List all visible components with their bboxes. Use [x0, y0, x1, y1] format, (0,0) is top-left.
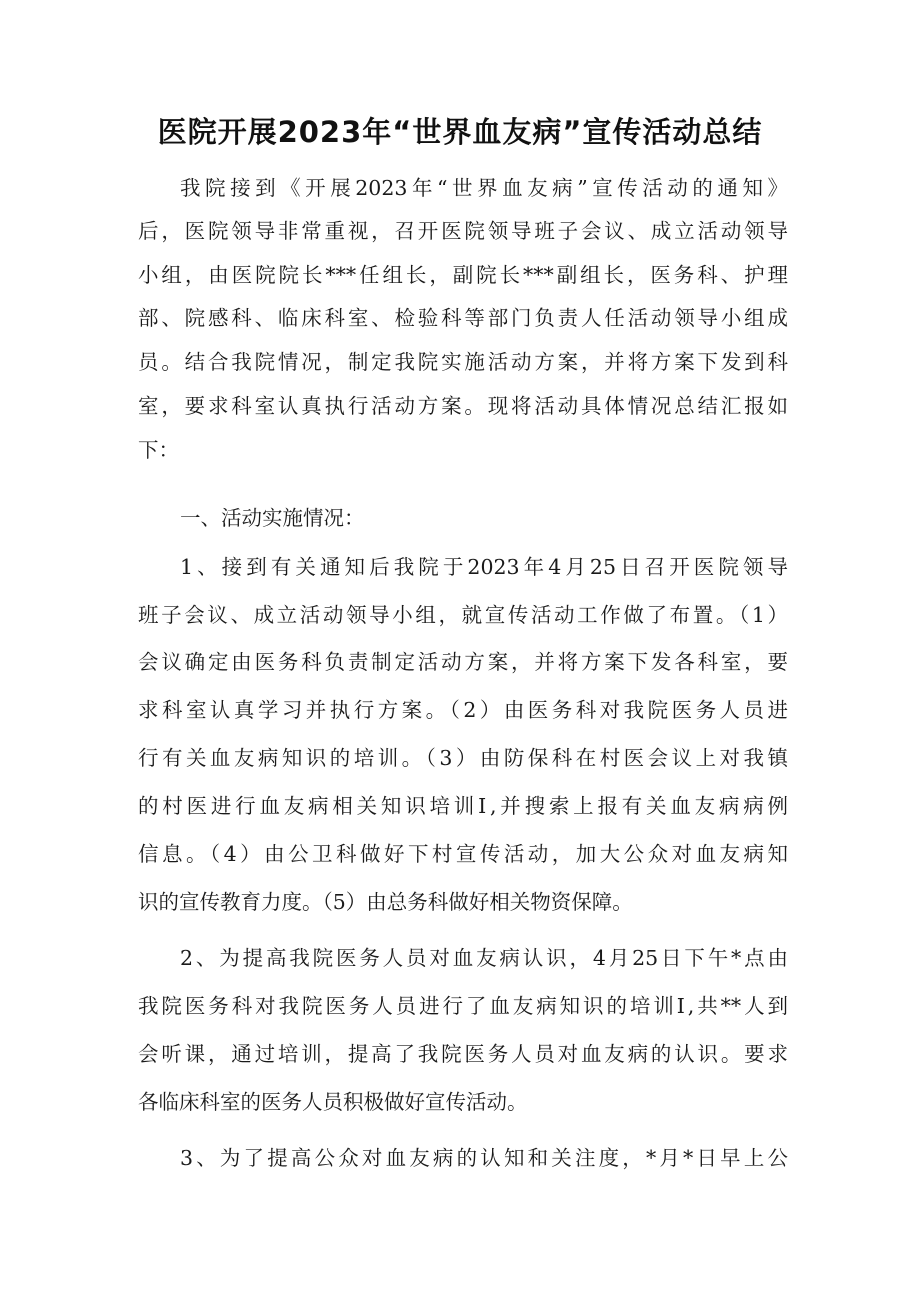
- paragraph-line: 室，要求科室认真执行活动方案。现将活动具体情况总结汇报如: [138, 394, 788, 418]
- paragraph-line: 下：: [138, 438, 179, 462]
- paragraph-line: 会议确定由医务科负责制定活动方案，并将方案下发各科室，要: [138, 650, 788, 674]
- paragraph-line: 班子会议、成立活动领导小组，就宣传活动工作做了布置。（1）: [138, 603, 788, 627]
- paragraph-line: 求科室认真学习并执行方案。（2）由医务科对我院医务人员进: [138, 698, 788, 722]
- paragraph-line: 2、为提高我院医务人员对血友病认识，4月25日下午*点由: [180, 946, 788, 970]
- paragraph-line: 员。结合我院情况，制定我院实施活动方案，并将方案下发到科: [138, 350, 788, 374]
- paragraph-line: 后，医院领导非常重视，召开医院领导班子会议、成立活动领导: [138, 219, 788, 243]
- paragraph-line: 的村医进行血友病相关知识培训Ⅰ,并搜索上报有关血友病病例: [138, 794, 788, 818]
- paragraph-line: 小组，由医院院长***任组长，副院长***副组长，医务科、护理: [138, 263, 788, 287]
- paragraph-line: 会听课，通过培训，提高了我院医务人员对血友病的认识。要求: [138, 1042, 788, 1066]
- paragraph-line: 信息。（4）由公卫科做好下村宣传活动，加大公众对血友病知: [138, 842, 788, 866]
- paragraph-line: 部、院感科、临床科室、检验科等部门负责人任活动领导小组成: [138, 306, 788, 330]
- document-title: 医院开展2023年“世界血友病”宣传活动总结: [157, 115, 763, 149]
- paragraph-line: 3、为了提高公众对血友病的认知和关注度，*月*日早上公: [180, 1146, 788, 1170]
- paragraph-line: 我院接到《开展2023年“世界血友病”宣传活动的通知》: [180, 176, 788, 200]
- paragraph-line: 行有关血友病知识的培训。（3）由防保科在村医会议上对我镇: [138, 746, 788, 770]
- section-heading: 一、活动实施情况：: [180, 506, 365, 530]
- paragraph-line: 识的宣传教育力度。（5）由总务科做好相关物资保障。: [138, 890, 633, 914]
- paragraph-line: 1、接到有关通知后我院于2023年4月25日召开医院领导: [180, 555, 788, 579]
- paragraph-line: 各临床科室的医务人员积极做好宣传活动。: [138, 1090, 528, 1114]
- paragraph-line: 我院医务科对我院医务人员进行了血友病知识的培训Ⅰ,共**人到: [138, 994, 788, 1018]
